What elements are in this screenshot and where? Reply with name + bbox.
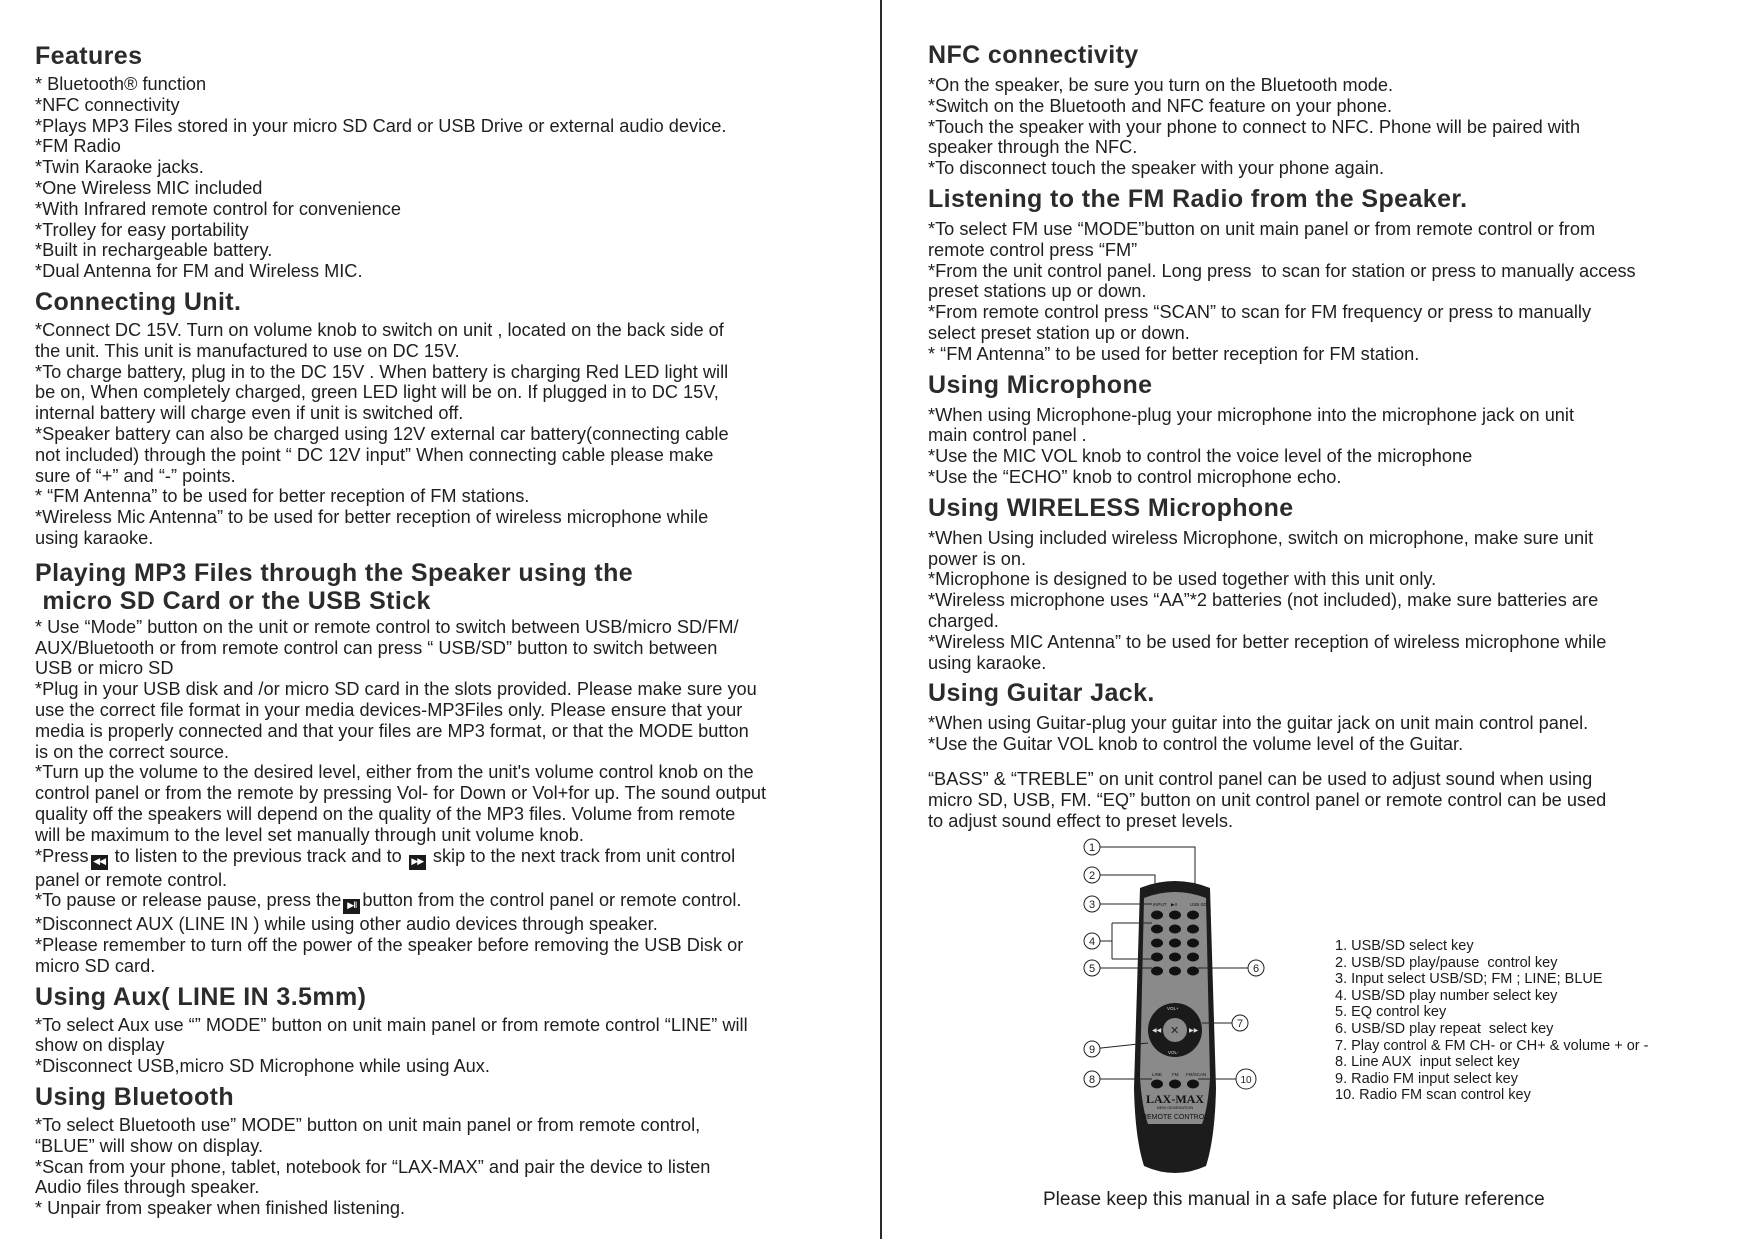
- aux-heading: Using Aux( LINE IN 3.5mm): [35, 982, 367, 1011]
- text-line: *Speaker battery can also be charged using 12V external car battery(connecting cable: [35, 423, 729, 444]
- mp3-press-line2: panel or remote control.: [35, 869, 228, 890]
- vol-plus-label: VOL+: [1167, 1006, 1179, 1011]
- text-line: main control panel .: [928, 425, 1087, 446]
- text-line: *When using Microphone-plug your microphone into the microphone jack on unit: [928, 404, 1575, 425]
- text-line: *Connect DC 15V. Turn on volume knob to switch on unit , located on the back side of: [35, 319, 724, 340]
- remote-label: REMOTE CONTROL: [1141, 1114, 1209, 1121]
- remote-dpad: [1148, 1003, 1202, 1057]
- text-line: power is on.: [928, 548, 1027, 569]
- aux-section: [35, 983, 865, 1077]
- nfc-section: [928, 41, 1738, 179]
- mp3-text-b: [35, 914, 865, 976]
- remote-top-label: INPUT: [1153, 902, 1167, 907]
- text-line: *One Wireless MIC included: [35, 177, 263, 198]
- mp3-press-line: [35, 846, 865, 870]
- text-line: USB or micro SD: [35, 658, 174, 679]
- nfc-heading: NFC connectivity: [928, 41, 1139, 69]
- svg-text:✕: ✕: [1170, 1024, 1180, 1037]
- pause-text-b: button from the control panel or remote control.: [362, 890, 742, 911]
- press-text-c: skip to the next track from unit control: [427, 845, 736, 866]
- text-line: be on, When completely charged, green LED light will be on. If plugged in to DC 15V,: [35, 382, 719, 403]
- vol-minus-label: VOL-: [1168, 1050, 1179, 1055]
- connecting-section: [35, 288, 865, 549]
- text-line: use the correct file format in your media devices-MP3Files only. Please ensure that your: [35, 699, 743, 720]
- svg-text:◀◀: ◀◀: [1152, 1027, 1162, 1034]
- mp3-heading-line2: micro SD Card or the USB Stick: [35, 586, 431, 615]
- text-line: *Wireless microphone uses “AA”*2 batteries (not included), make sure batteries are: [928, 590, 1599, 611]
- text-line: *On the speaker, be sure you turn on the Bluetooth mode.: [928, 75, 1394, 95]
- remote-key-legend: [1335, 938, 1648, 1104]
- text-line: speaker through the NFC.: [928, 137, 1138, 158]
- remote-sub: NEW GENERATION: [1156, 1105, 1194, 1110]
- key-legend-item: 10. Radio FM scan control key: [1335, 1087, 1531, 1104]
- text-line: control panel or from the remote by pressing Vol- for Down or Vol+for up. The sound output: [35, 783, 767, 804]
- key-legend-item: 9. Radio FM input select key: [1335, 1070, 1518, 1087]
- previous-track-icon: ◀◀: [91, 855, 108, 870]
- text-line: *From remote control press “SCAN” to scan for FM frequency or press to manually: [928, 302, 1592, 323]
- bluetooth-heading: Using Bluetooth: [35, 1083, 235, 1112]
- callout-6: 6: [1252, 963, 1260, 975]
- text-line: *Please remember to turn off the power of the speaker before removing the USB Disk or: [35, 935, 744, 956]
- text-line: using karaoke.: [35, 527, 154, 548]
- mic-text: [928, 405, 1738, 488]
- callout-9: 9: [1088, 1044, 1096, 1056]
- text-line: * “FM Antenna” to be used for better reception for FM station.: [928, 343, 1420, 364]
- text-line: *To select Bluetooth use” MODE” button on unit main panel or from remote control,: [35, 1115, 701, 1136]
- remote-brand: LAX-MAX: [1146, 1092, 1204, 1106]
- text-line: *Disconnect AUX (LINE IN ) while using other audio devices through speaker.: [35, 914, 658, 935]
- text-line: * Unpair from speaker when finished listening.: [35, 1198, 406, 1219]
- connecting-text: [35, 320, 865, 549]
- text-line: internal battery will charge even if unit is switched off.: [35, 403, 464, 424]
- remote-bottom-label: FM: [1172, 1072, 1179, 1077]
- text-line: remote control press “FM”: [928, 239, 1138, 260]
- text-line: *Turn up the volume to the desired level, either from the unit's volume control knob on the: [35, 762, 754, 783]
- wireless-text: [928, 528, 1738, 674]
- text-line: show on display: [35, 1035, 165, 1056]
- text-line: preset stations up or down.: [928, 281, 1147, 302]
- text-line: *With Infrared remote control for convenience: [35, 198, 401, 219]
- text-line: *To charge battery, plug in to the DC 15V . When battery is charging Red LED light will: [35, 361, 729, 382]
- key-legend-item: 8. Line AUX input select key: [1335, 1054, 1520, 1071]
- text-line: to adjust sound effect to preset levels.: [928, 810, 1233, 831]
- text-line: *FM Radio: [35, 136, 121, 157]
- remote-bottom-label: LINE: [1152, 1072, 1163, 1077]
- text-line: *Plug in your USB disk and /or micro SD card in the slots provided. Please make sure you: [35, 679, 757, 700]
- press-text-b: to listen to the previous track and to: [109, 845, 407, 866]
- mp3-pause-line: [35, 890, 865, 914]
- text-line: media is properly connected and that your files are MP3 format, or that the MODE button: [35, 720, 749, 741]
- text-line: *When Using included wireless Microphone, switch on microphone, make sure unit: [928, 527, 1594, 548]
- text-line: AUX/Bluetooth or from remote control can press “ USB/SD” button to switch between: [35, 637, 718, 658]
- fm-heading: Listening to the FM Radio from the Speaker.: [928, 184, 1468, 213]
- text-line: *To select Aux use “” MODE” button on unit main panel or from remote control “LINE” will: [35, 1014, 748, 1035]
- text-line: *Switch on the Bluetooth and NFC feature on your phone.: [928, 95, 1393, 116]
- features-heading: Features: [35, 42, 143, 70]
- text-line: *Touch the speaker with your phone to connect to NFC. Phone will be paired with: [928, 116, 1581, 137]
- text-line: Audio files through speaker.: [35, 1177, 260, 1198]
- text-line: *To select FM use “MODE”button on unit main panel or from remote control or from: [928, 218, 1596, 239]
- next-track-icon: ▶▶: [409, 855, 426, 870]
- guitar-section: [928, 679, 1738, 831]
- text-line: *When using Guitar-plug your guitar into the guitar jack on unit main control panel.: [928, 713, 1589, 734]
- eq-text: [928, 769, 1738, 831]
- text-line: the unit. This unit is manufactured to use on DC 15V.: [35, 340, 460, 361]
- text-line: *Wireless MIC Antenna” to be used for better reception of wireless microphone while: [928, 631, 1607, 652]
- text-line: “BLUE” will show on display.: [35, 1135, 264, 1156]
- text-line: *From the unit control panel. Long press to scan for station or press to manually access: [928, 260, 1636, 281]
- callout-1: 1: [1088, 842, 1096, 854]
- text-line: select preset station up or down.: [928, 322, 1190, 343]
- text-line: * Use “Mode” button on the unit or remote control to switch between USB/micro SD/FM/: [35, 616, 739, 637]
- text-line: *Trolley for easy portability: [35, 219, 249, 240]
- text-line: charged.: [928, 610, 999, 631]
- bluetooth-text: [35, 1115, 865, 1219]
- key-legend-item: 7. Play control & FM CH- or CH+ & volume + or -: [1335, 1037, 1649, 1054]
- pause-text-a: *To pause or release pause, press the: [35, 890, 342, 911]
- text-line: * “FM Antenna” to be used for better reception of FM stations.: [35, 486, 530, 507]
- text-line: will be maximum to the level set manually through unit volume knob.: [35, 824, 584, 845]
- callout-4: 4: [1088, 936, 1096, 948]
- text-line: *Plays MP3 Files stored in your micro SD Card or USB Drive or external audio device.: [35, 115, 727, 136]
- remote-top-label: USB SD: [1190, 902, 1207, 907]
- fm-section: [928, 185, 1738, 365]
- page-divider: [880, 0, 882, 1239]
- text-line: *Disconnect USB,micro SD Microphone while using Aux.: [35, 1056, 490, 1077]
- left-column: [35, 42, 865, 1225]
- svg-text:▶▶: ▶▶: [1189, 1027, 1199, 1034]
- press-text-a: *Press: [35, 845, 89, 866]
- callout-5: 5: [1088, 963, 1096, 975]
- key-legend-item: 5. EQ control key: [1335, 1004, 1447, 1021]
- text-line: not included) through the point “ DC 12V input” When connecting cable please make: [35, 444, 714, 465]
- text-line: *Built in rechargeable battery.: [35, 240, 273, 261]
- callout-3: 3: [1088, 899, 1096, 911]
- text-line: micro SD, USB, FM. “EQ” button on unit control panel or remote control can be used: [928, 789, 1607, 810]
- mp3-text-a: [35, 617, 865, 846]
- features-list: [35, 74, 865, 282]
- text-line: “BASS” & “TREBLE” on unit control panel can be used to adjust sound when using: [928, 768, 1593, 789]
- key-legend-item: 4. USB/SD play number select key: [1335, 987, 1558, 1004]
- text-line: *Dual Antenna for FM and Wireless MIC.: [35, 261, 363, 282]
- footer-note: Please keep this manual in a safe place for future reference: [1043, 1189, 1545, 1210]
- wireless-heading: Using WIRELESS Microphone: [928, 493, 1294, 522]
- fm-text: [928, 219, 1738, 365]
- key-legend-item: 6. USB/SD play repeat select key: [1335, 1020, 1554, 1037]
- remote-top-label: ▶II: [1171, 902, 1177, 907]
- callout-10: 10: [1240, 1075, 1252, 1086]
- text-line: quality off the speakers will depend on the quality of the MP3 files. Volume from remote: [35, 803, 736, 824]
- text-line: *Twin Karaoke jacks.: [35, 157, 204, 178]
- text-line: *Microphone is designed to be used together with this unit only.: [928, 569, 1437, 590]
- nfc-text: [928, 75, 1738, 179]
- remote-control-diagram: [1080, 838, 1270, 1178]
- play-pause-icon: ▶II: [343, 899, 360, 914]
- connecting-heading: Connecting Unit.: [35, 287, 242, 316]
- bluetooth-section: [35, 1083, 865, 1219]
- callout-2: 2: [1088, 870, 1096, 882]
- mic-section: [928, 371, 1738, 488]
- mp3-section: [35, 559, 865, 977]
- wireless-section: [928, 494, 1738, 674]
- text-line: is on the correct source.: [35, 741, 230, 762]
- remote-bottom-label: FM/SCAN: [1186, 1072, 1207, 1077]
- key-legend-item: 1. USB/SD select key: [1335, 938, 1474, 954]
- text-line: sure of “+” and “-” points.: [35, 465, 236, 486]
- text-line: * Bluetooth® function: [35, 74, 207, 94]
- key-legend-item: 3. Input select USB/SD; FM ; LINE; BLUE: [1335, 971, 1603, 988]
- features-section: [35, 42, 865, 282]
- text-line: *Use the MIC VOL knob to control the voice level of the microphone: [928, 446, 1473, 467]
- text-line: *Use the “ECHO” knob to control microphone echo.: [928, 466, 1342, 487]
- aux-text: [35, 1015, 865, 1077]
- mp3-heading-line1: Playing MP3 Files through the Speaker using the: [35, 558, 634, 587]
- text-line: *Scan from your phone, tablet, notebook for “LAX-MAX” and pair the device to listen: [35, 1156, 711, 1177]
- mic-heading: Using Microphone: [928, 370, 1153, 399]
- text-line: *Use the Guitar VOL knob to control the volume level of the Guitar.: [928, 734, 1464, 755]
- callout-8: 8: [1088, 1074, 1096, 1086]
- right-column: [928, 41, 1738, 837]
- text-line: using karaoke.: [928, 652, 1047, 673]
- key-legend-item: 2. USB/SD play/pause control key: [1335, 954, 1558, 971]
- text-line: *NFC connectivity: [35, 94, 180, 115]
- callout-7: 7: [1236, 1018, 1244, 1030]
- text-line: micro SD card.: [35, 955, 156, 976]
- guitar-text: [928, 713, 1738, 755]
- text-line: *Wireless Mic Antenna” to be used for better reception of wireless microphone while: [35, 507, 709, 528]
- text-line: *To disconnect touch the speaker with your phone again.: [928, 158, 1384, 179]
- guitar-heading: Using Guitar Jack.: [928, 679, 1155, 708]
